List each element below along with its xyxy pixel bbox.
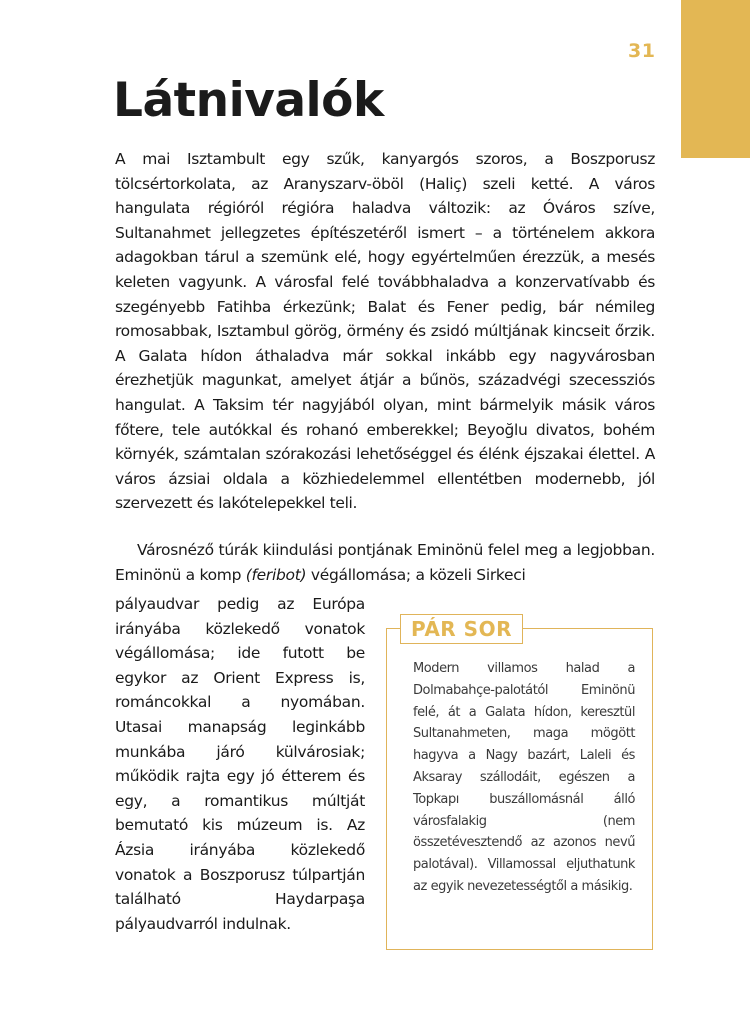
- page-number: 31: [628, 40, 656, 62]
- page-title: Látnivalók: [113, 73, 384, 128]
- body-paragraph-3: pályaudvar pedig az Európa irányába közlekedő vonatok végállomása; ide futott be egykor az Orient Express is, románcokkal a nyomában. Utasai manapság leginkább munkába járó külvárosiak; működik rajta egy jó étterem és egy, a romantikus múltját bemutató kis múzeum is. Az Ázsia irányába közlekedő vonatok a Boszporusz túlpartján található Haydarpaşa pályaudvarról indulnak.: [115, 595, 365, 933]
- corner-tab-decoration: [681, 0, 750, 158]
- sidebar-title-frame: [400, 614, 523, 644]
- body-paragraph-1: A mai Isztambult egy szűk, kanyargós szoros, a Boszporusz tölcsértorkolata, az Aranyszarv-öböl (Haliç) szeli ketté. A város hangulata régióról régióra haladva változik: az Óváros szíve, Sultanahmet jellegzetes építészetéről ismert – a történelem akkora adagokban tárul a szemünk elé, hogy egyértelműen érezzük, a mesés keleten vagyunk. A városfal felé továbbhaladva a konzervatívabb és szegényebb Fatihba érkezünk; Balat és Fener pedig, bár némileg romosabbak, Isztambul görög, örmény és zsidó múltjának kincseit őrzik. A Galata hídon áthaladva már sokkal inkább egy nagyvárosban érezhetjük magunkat, amelyet átjár a bűnös, századvégi szecessziós hangulat. A Taksim tér nagyjából olyan, mint bármelyik másik város főtere, tele autókkal és rohanó emberekkel; Beyoğlu divatos, bohém környék, számtalan szórakozási lehetőséggel és élénk éjszakai élettel. A város ázsiai oldala a közhiedelemmel ellentétben modernebb, jól szervezett és lakótelepekkel teli.: [115, 150, 655, 513]
- paragraph-2-text-start: Városnéző túrák kiindulási pontjának Eminönü felel meg a legjobban. Eminönü a komp: [115, 541, 655, 584]
- sidebar-title: PÁR SOR: [411, 617, 512, 641]
- paragraph-2-text-end: végállomása; a közeli Sirkeci: [306, 565, 526, 584]
- body-paragraph-2: [115, 538, 655, 587]
- sidebar-text: Modern villamos halad a Dolmabahçe-palotától Eminönü felé, át a Galata hídon, keresztül Sultanahmeten, maga mögött hagyva a Nagy bazárt, Laleli és Aksaray szállodáit, egészen a Topkapı buszállomásnál álló városfalakig (nem összetévesztendő az azonos nevű palotával). Villamossal eljuthatunk az egyik nevezetességtől a másikig.: [413, 661, 635, 894]
- paragraph-2-italic-term: (feribot): [245, 565, 307, 584]
